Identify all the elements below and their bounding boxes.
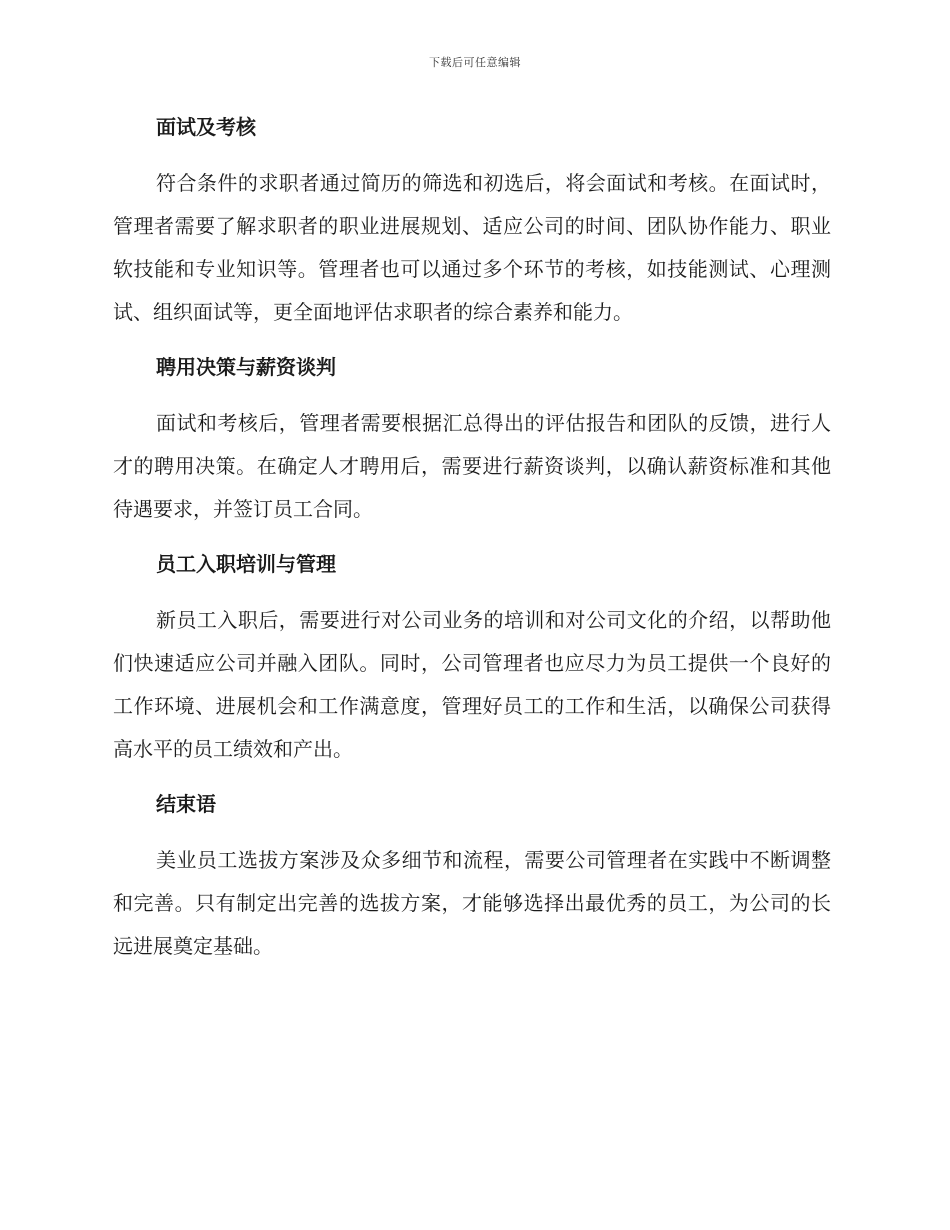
section-conclusion <box>113 785 831 968</box>
section-paragraph: 新员工入职后，需要进行对公司业务的培训和对公司文化的介绍，以帮助他们快速适应公司并融入团队。同时，公司管理者也应尽力为员工提供一个良好的工作环境、进展机会和工作满意度，管理好员工的工作和生活，以确保公司获得高水平的员工绩效和产出。 <box>113 608 831 761</box>
section-hiring-decision <box>113 348 831 531</box>
document-body <box>113 108 831 982</box>
section-heading: 结束语 <box>156 792 216 816</box>
section-paragraph: 面试和考核后，管理者需要根据汇总得出的评估报告和团队的反馈，进行人才的聘用决策。在确定人才聘用后，需要进行薪资谈判，以确认薪资标准和其他待遇要求，并签订员工合同。 <box>113 411 831 521</box>
section-heading: 聘用决策与薪资谈判 <box>156 355 336 379</box>
section-paragraph: 符合条件的求职者通过简历的筛选和初选后，将会面试和考核。在面试时，管理者需要了解求职者的职业进展规划、适应公司的时间、团队协作能力、职业软技能和专业知识等。管理者也可以通过多个环节的考核，如技能测试、心理测试、组织面试等，更全面地评估求职者的综合素养和能力。 <box>113 171 831 324</box>
section-paragraph: 美业员工选拔方案涉及众多细节和流程，需要公司管理者在实践中不断调整和完善。只有制定出完善的选拔方案，才能够选择出最优秀的员工，为公司的长远进展奠定基础。 <box>113 848 831 958</box>
section-interview <box>113 108 831 334</box>
section-heading: 面试及考核 <box>156 115 256 139</box>
page-header: 下载后可任意编辑 <box>429 56 521 69</box>
section-heading: 员工入职培训与管理 <box>156 552 336 576</box>
section-onboarding <box>113 545 831 771</box>
